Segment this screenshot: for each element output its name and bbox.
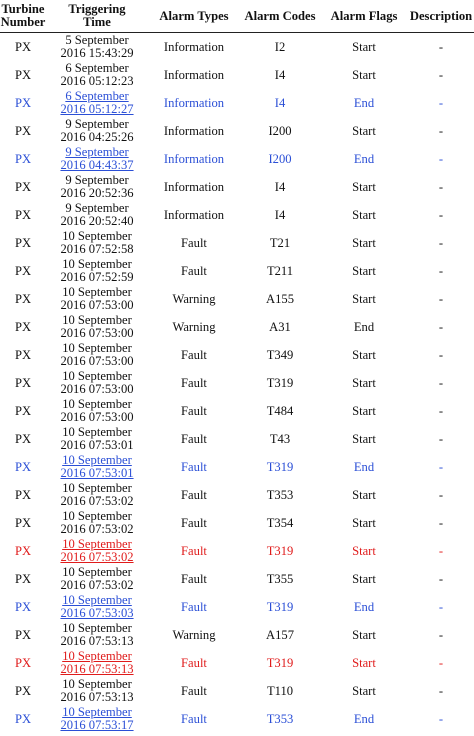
time-date-line: 10 September <box>62 621 132 635</box>
header-alarm-flags: Alarm Flags <box>320 0 408 33</box>
alarm-flag-cell: Start <box>352 39 376 54</box>
alarm-flag-cell: Start <box>352 431 376 446</box>
time-clock-line: 2016 07:53:01 <box>60 466 134 480</box>
turbine-number-cell: PX <box>14 515 32 530</box>
triggering-time-cell <box>46 481 148 509</box>
alarm-flag-cell: Start <box>352 291 376 306</box>
turbine-number-cell: PX <box>14 599 32 614</box>
alarm-code-cell: I200 <box>268 151 292 166</box>
alarm-flag-cell: End <box>353 599 375 614</box>
description-cell: - <box>438 347 444 362</box>
time-date-line: 9 September <box>65 145 129 159</box>
turbine-number-cell: PX <box>14 347 32 362</box>
table-row <box>0 649 474 677</box>
time-clock-line: 2016 07:53:00 <box>60 354 134 368</box>
triggering-time-cell <box>46 593 148 621</box>
time-clock-line: 2016 07:53:00 <box>60 326 134 340</box>
time-clock-line: 2016 07:53:00 <box>60 382 134 396</box>
alarm-flag-cell: Start <box>352 571 376 586</box>
table-row <box>0 61 474 89</box>
alarm-type-cell: Fault <box>181 683 207 698</box>
triggering-time-cell <box>46 397 148 425</box>
description-cell: - <box>438 179 444 194</box>
alarm-type-cell: Information <box>163 123 225 138</box>
alarm-flag-cell: Start <box>352 179 376 194</box>
description-cell: - <box>438 403 444 418</box>
turbine-number-cell: PX <box>14 67 32 82</box>
description-cell: - <box>438 543 444 558</box>
table-row <box>0 593 474 621</box>
turbine-number-cell: PX <box>14 431 32 446</box>
alarm-code-cell: I4 <box>274 95 286 110</box>
alarm-code-cell: T319 <box>266 459 294 474</box>
description-cell: - <box>438 95 444 110</box>
table-row <box>0 705 474 733</box>
triggering-time-cell <box>46 89 148 117</box>
header-alarm-codes: Alarm Codes <box>240 0 320 33</box>
table-row <box>0 425 474 453</box>
table-row <box>0 33 474 62</box>
turbine-number-cell: PX <box>14 39 32 54</box>
alarm-type-cell: Information <box>163 207 225 222</box>
alarm-flag-cell: Start <box>352 683 376 698</box>
alarm-code-cell: I4 <box>274 179 286 194</box>
table-row <box>0 89 474 117</box>
table-row <box>0 397 474 425</box>
time-clock-line: 2016 07:53:03 <box>60 606 134 620</box>
turbine-number-cell: PX <box>14 543 32 558</box>
alarm-flag-cell: Start <box>352 235 376 250</box>
time-clock-line: 2016 20:52:40 <box>60 214 134 228</box>
description-cell: - <box>438 487 444 502</box>
triggering-time-cell <box>46 453 148 481</box>
turbine-number-cell: PX <box>14 655 32 670</box>
triggering-time-cell <box>46 537 148 565</box>
table-row <box>0 453 474 481</box>
header-turbine-line2: Number <box>0 15 46 29</box>
alarm-type-cell: Fault <box>181 235 207 250</box>
turbine-number-cell: PX <box>14 683 32 698</box>
turbine-number-cell: PX <box>14 375 32 390</box>
header-triggering-time <box>46 0 148 33</box>
time-clock-line: 2016 15:43:29 <box>60 46 134 60</box>
table-row <box>0 257 474 285</box>
alarm-flag-cell: Start <box>352 347 376 362</box>
alarm-flag-cell: Start <box>352 67 376 82</box>
alarm-code-cell: T110 <box>266 683 294 698</box>
table-row <box>0 537 474 565</box>
table-row <box>0 565 474 593</box>
alarm-code-cell: T319 <box>266 543 294 558</box>
time-clock-line: 2016 07:53:02 <box>60 522 134 536</box>
time-date-line: 10 September <box>62 565 132 579</box>
table-row <box>0 313 474 341</box>
alarm-type-cell: Fault <box>181 487 207 502</box>
turbine-number-cell: PX <box>14 151 32 166</box>
time-clock-line: 2016 07:53:13 <box>60 690 134 704</box>
alarm-code-cell: I2 <box>274 39 286 54</box>
time-date-line: 10 September <box>62 229 132 243</box>
time-date-line: 10 September <box>62 649 132 663</box>
alarm-type-cell: Fault <box>181 263 207 278</box>
description-cell: - <box>438 123 444 138</box>
table-row <box>0 369 474 397</box>
turbine-number-cell: PX <box>14 627 32 642</box>
table-row <box>0 173 474 201</box>
turbine-number-cell: PX <box>14 291 32 306</box>
time-clock-line: 2016 07:53:02 <box>60 494 134 508</box>
time-date-line: 10 September <box>62 425 132 439</box>
alarm-code-cell: T354 <box>266 515 294 530</box>
header-turbine-line1: Turbine <box>1 2 45 16</box>
time-clock-line: 2016 07:53:00 <box>60 410 134 424</box>
triggering-time-cell <box>46 145 148 173</box>
alarm-type-cell: Warning <box>172 319 216 334</box>
time-clock-line: 2016 20:52:36 <box>60 186 134 200</box>
time-date-line: 5 September <box>65 33 129 47</box>
triggering-time-cell <box>46 257 148 285</box>
alarm-type-cell: Fault <box>181 711 207 726</box>
triggering-time-cell <box>46 621 148 649</box>
description-cell: - <box>438 263 444 278</box>
header-description: Description <box>408 0 474 33</box>
alarm-type-cell: Fault <box>181 543 207 558</box>
alarm-flag-cell: Start <box>352 487 376 502</box>
table-body <box>0 33 474 734</box>
description-cell: - <box>438 515 444 530</box>
alarm-flag-cell: Start <box>352 375 376 390</box>
alarm-type-cell: Information <box>163 39 225 54</box>
alarm-flag-cell: Start <box>352 263 376 278</box>
time-clock-line: 2016 07:52:59 <box>60 270 134 284</box>
time-date-line: 9 September <box>65 173 129 187</box>
alarm-flag-cell: Start <box>352 515 376 530</box>
alarm-type-cell: Information <box>163 67 225 82</box>
alarm-code-cell: I4 <box>274 67 286 82</box>
time-date-line: 10 September <box>62 481 132 495</box>
time-date-line: 10 September <box>62 285 132 299</box>
alarm-code-cell: A155 <box>266 291 294 306</box>
triggering-time-cell <box>46 509 148 537</box>
alarm-type-cell: Fault <box>181 655 207 670</box>
time-date-line: 10 September <box>62 453 132 467</box>
time-clock-line: 2016 05:12:27 <box>60 102 134 116</box>
alarm-code-cell: T484 <box>266 403 294 418</box>
alarm-code-cell: T349 <box>266 347 294 362</box>
alarm-code-cell: T211 <box>266 263 294 278</box>
table-row <box>0 481 474 509</box>
alarm-code-cell: T353 <box>266 487 294 502</box>
triggering-time-cell <box>46 565 148 593</box>
description-cell: - <box>438 151 444 166</box>
time-date-line: 10 September <box>62 509 132 523</box>
table-row <box>0 229 474 257</box>
alarm-type-cell: Fault <box>181 459 207 474</box>
alarm-flag-cell: Start <box>352 207 376 222</box>
alarm-flag-cell: End <box>353 95 375 110</box>
time-clock-line: 2016 05:12:23 <box>60 74 134 88</box>
time-clock-line: 2016 07:52:58 <box>60 242 134 256</box>
description-cell: - <box>438 291 444 306</box>
time-date-line: 10 September <box>62 677 132 691</box>
time-clock-line: 2016 07:53:02 <box>60 578 134 592</box>
triggering-time-cell <box>46 61 148 89</box>
table-row <box>0 145 474 173</box>
alarm-type-cell: Fault <box>181 347 207 362</box>
alarm-code-cell: T319 <box>266 375 294 390</box>
triggering-time-cell <box>46 313 148 341</box>
alarm-type-cell: Warning <box>172 627 216 642</box>
time-clock-line: 2016 07:53:13 <box>60 634 134 648</box>
table-row <box>0 201 474 229</box>
turbine-number-cell: PX <box>14 123 32 138</box>
description-cell: - <box>438 431 444 446</box>
time-date-line: 6 September <box>65 89 129 103</box>
alarm-flag-cell: Start <box>352 123 376 138</box>
triggering-time-cell <box>46 229 148 257</box>
alarm-code-cell: T319 <box>266 655 294 670</box>
time-date-line: 10 September <box>62 257 132 271</box>
alarm-type-cell: Warning <box>172 291 216 306</box>
turbine-number-cell: PX <box>14 263 32 278</box>
alarm-code-cell: T21 <box>269 235 291 250</box>
time-date-line: 9 September <box>65 201 129 215</box>
time-clock-line: 2016 07:53:13 <box>60 662 134 676</box>
description-cell: - <box>438 207 444 222</box>
triggering-time-cell <box>46 705 148 733</box>
time-clock-line: 2016 07:53:02 <box>60 550 134 564</box>
alarm-type-cell: Fault <box>181 571 207 586</box>
description-cell: - <box>438 655 444 670</box>
triggering-time-cell <box>46 425 148 453</box>
description-cell: - <box>438 375 444 390</box>
triggering-time-cell <box>46 173 148 201</box>
alarm-type-cell: Fault <box>181 375 207 390</box>
triggering-time-cell <box>46 369 148 397</box>
alarm-code-cell: T353 <box>266 711 294 726</box>
time-clock-line: 2016 04:43:37 <box>60 158 134 172</box>
time-clock-line: 2016 07:53:01 <box>60 438 134 452</box>
time-date-line: 10 September <box>62 593 132 607</box>
turbine-number-cell: PX <box>14 487 32 502</box>
description-cell: - <box>438 599 444 614</box>
alarm-type-cell: Fault <box>181 403 207 418</box>
table-header <box>0 0 474 33</box>
alarm-flag-cell: End <box>353 151 375 166</box>
description-cell: - <box>438 67 444 82</box>
table-row <box>0 341 474 369</box>
table-row <box>0 621 474 649</box>
triggering-time-cell <box>46 33 148 62</box>
alarm-type-cell: Fault <box>181 599 207 614</box>
alarm-code-cell: I4 <box>274 207 286 222</box>
time-clock-line: 2016 07:53:00 <box>60 298 134 312</box>
time-clock-line: 2016 07:53:17 <box>60 718 134 732</box>
time-date-line: 10 September <box>62 397 132 411</box>
alarm-code-cell: T355 <box>266 571 294 586</box>
time-date-line: 10 September <box>62 705 132 719</box>
alarm-type-cell: Information <box>163 151 225 166</box>
alarm-code-cell: I200 <box>268 123 292 138</box>
table-row <box>0 509 474 537</box>
turbine-number-cell: PX <box>14 403 32 418</box>
triggering-time-cell <box>46 341 148 369</box>
alarm-type-cell: Information <box>163 179 225 194</box>
header-row <box>0 0 474 33</box>
time-date-line: 6 September <box>65 61 129 75</box>
alarm-flag-cell: End <box>353 459 375 474</box>
triggering-time-cell <box>46 649 148 677</box>
alarm-type-cell: Fault <box>181 515 207 530</box>
triggering-time-cell <box>46 677 148 705</box>
alarm-flag-cell: End <box>353 711 375 726</box>
description-cell: - <box>438 459 444 474</box>
alarm-flag-cell: Start <box>352 403 376 418</box>
time-date-line: 10 September <box>62 341 132 355</box>
description-cell: - <box>438 627 444 642</box>
alarm-code-cell: A31 <box>269 319 291 334</box>
triggering-time-cell <box>46 117 148 145</box>
description-cell: - <box>438 319 444 334</box>
turbine-number-cell: PX <box>14 235 32 250</box>
turbine-number-cell: PX <box>14 207 32 222</box>
description-cell: - <box>438 683 444 698</box>
turbine-number-cell: PX <box>14 95 32 110</box>
alarm-flag-cell: Start <box>352 543 376 558</box>
description-cell: - <box>438 235 444 250</box>
time-date-line: 10 September <box>62 369 132 383</box>
alarm-type-cell: Information <box>163 95 225 110</box>
alarm-flag-cell: End <box>353 319 375 334</box>
alarm-code-cell: T319 <box>266 599 294 614</box>
time-date-line: 10 September <box>62 537 132 551</box>
header-time-line2: Time <box>83 15 111 29</box>
description-cell: - <box>438 711 444 726</box>
alarm-code-cell: T43 <box>269 431 291 446</box>
alarm-type-cell: Fault <box>181 431 207 446</box>
triggering-time-cell <box>46 285 148 313</box>
description-cell: - <box>438 571 444 586</box>
alarm-code-cell: A157 <box>266 627 294 642</box>
table-row <box>0 285 474 313</box>
table-row <box>0 677 474 705</box>
turbine-number-cell: PX <box>14 571 32 586</box>
table-row <box>0 117 474 145</box>
turbine-number-cell: PX <box>14 319 32 334</box>
time-date-line: 9 September <box>65 117 129 131</box>
description-cell: - <box>438 39 444 54</box>
header-alarm-types: Alarm Types <box>148 0 240 33</box>
header-time-line1: Triggering <box>68 2 126 16</box>
turbine-number-cell: PX <box>14 459 32 474</box>
turbine-number-cell: PX <box>14 179 32 194</box>
time-date-line: 10 September <box>62 313 132 327</box>
header-turbine-number <box>0 0 46 33</box>
turbine-number-cell: PX <box>14 711 32 726</box>
alarm-flag-cell: Start <box>352 627 376 642</box>
time-clock-line: 2016 04:25:26 <box>60 130 134 144</box>
triggering-time-cell <box>46 201 148 229</box>
alarm-flag-cell: Start <box>352 655 376 670</box>
